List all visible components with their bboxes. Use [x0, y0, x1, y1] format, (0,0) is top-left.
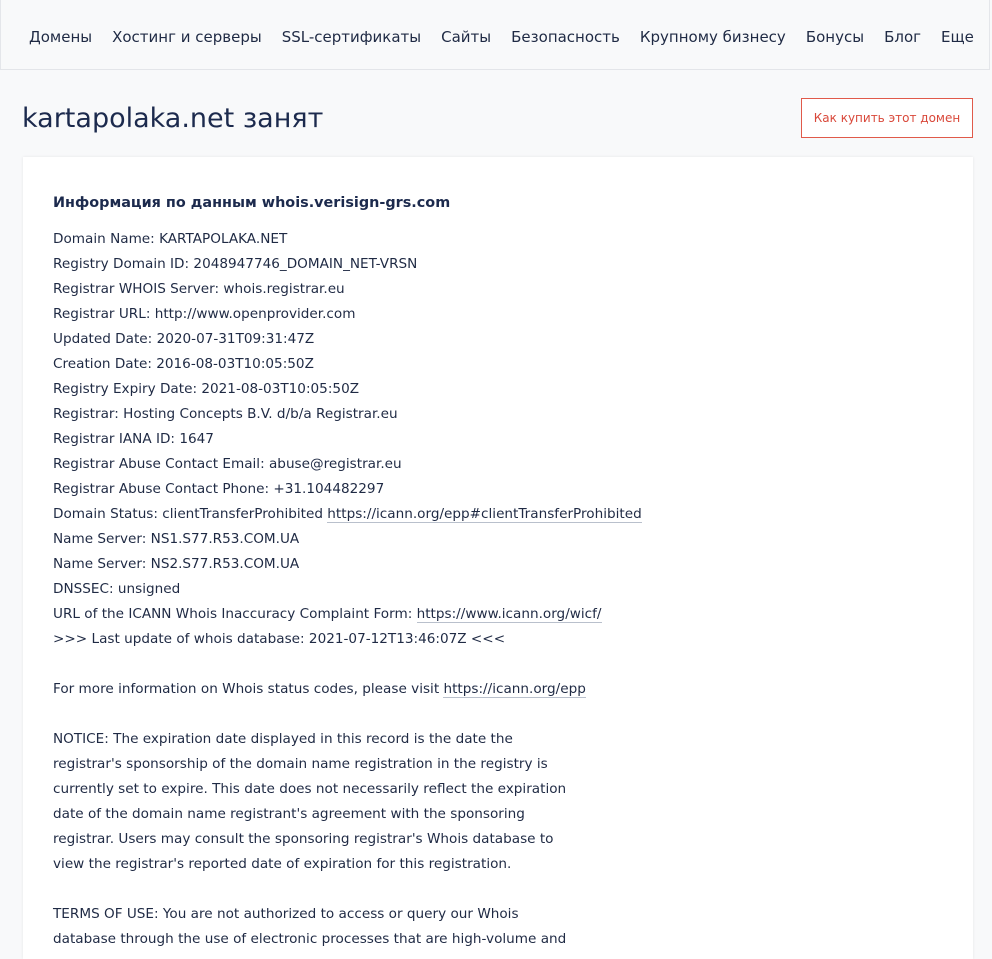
notice-line: NOTICE: The expiration date displayed in this record is the date the: [53, 731, 513, 747]
whois-line-last-update: >>> Last update of whois database: 2021-07-12T13:46:07Z <<<: [53, 631, 506, 647]
nav-item-ssl[interactable]: SSL-сертификаты: [281, 28, 422, 46]
whois-content: [53, 191, 933, 952]
whois-line-domain-status: [53, 502, 933, 527]
domain-status-link[interactable]: https://icann.org/epp#clientTransferProhibited: [327, 506, 642, 522]
spacer: [53, 877, 933, 902]
whois-line-expiry-date: Registry Expiry Date: 2021-08-03T10:05:50Z: [53, 381, 360, 397]
more-info-text: For more information on Whois status codes, please visit: [53, 681, 444, 697]
whois-line-name-server-2: Name Server: NS2.S77.R53.COM.UA: [53, 556, 300, 572]
whois-card: [23, 157, 973, 959]
whois-heading: Информация по данным whois.verisign-grs.com: [53, 195, 451, 211]
whois-line-name-server-1: Name Server: NS1.S77.R53.COM.UA: [53, 531, 300, 547]
nav-item-sites[interactable]: Сайты: [441, 28, 492, 46]
nav-item-more[interactable]: Еще: [941, 28, 974, 46]
domain-status-text: Domain Status: clientTransferProhibited: [53, 506, 328, 522]
whois-line-registry-domain-id: Registry Domain ID: 2048947746_DOMAIN_NET-VRSN: [53, 256, 418, 272]
whois-line-complaint-form: [53, 602, 933, 627]
terms-line: TERMS OF USE: You are not authorized to access or query our Whois: [53, 906, 519, 922]
nav-item-enterprise[interactable]: Крупному бизнесу: [639, 28, 786, 46]
complaint-form-link[interactable]: https://www.icann.org/wicf/: [416, 606, 602, 622]
terms-line: database through the use of electronic processes that are high-volume and: [53, 931, 567, 947]
spacer: [53, 702, 933, 727]
nav-item-blog[interactable]: Блог: [884, 28, 921, 46]
whois-line-iana-id: Registrar IANA ID: 1647: [53, 431, 214, 447]
whois-line-dnssec: DNSSEC: unsigned: [53, 581, 181, 597]
whois-line-abuse-email: Registrar Abuse Contact Email: abuse@registrar.eu: [53, 456, 402, 472]
spacer: [53, 652, 933, 677]
notice-line: currently set to expire. This date does not necessarily reflect the expiration: [53, 781, 567, 797]
whois-line-domain-name: Domain Name: KARTAPOLAKA.NET: [53, 231, 288, 247]
complaint-form-text: URL of the ICANN Whois Inaccuracy Complaint Form:: [53, 606, 417, 622]
whois-line-updated-date: Updated Date: 2020-07-31T09:31:47Z: [53, 331, 315, 347]
more-info-link[interactable]: https://icann.org/epp: [443, 681, 586, 697]
notice-line: view the registrar's reported date of expiration for this registration.: [53, 856, 512, 872]
page-title: kartapolaka.net занят: [22, 103, 324, 134]
whois-line-registrar-url: Registrar URL: http://www.openprovider.com: [53, 306, 356, 322]
notice-line: date of the domain name registrant's agreement with the sponsoring: [53, 806, 525, 822]
whois-line-registrar: Registrar: Hosting Concepts B.V. d/b/a Registrar.eu: [53, 406, 398, 422]
whois-line-registrar-whois-server: Registrar WHOIS Server: whois.registrar.eu: [53, 281, 345, 297]
top-navigation: [0, 0, 990, 70]
nav-item-hosting[interactable]: Хостинг и серверы: [112, 28, 262, 46]
whois-line-abuse-phone: Registrar Abuse Contact Phone: +31.104482297: [53, 481, 385, 497]
nav-item-domains[interactable]: Домены: [29, 28, 93, 46]
nav-item-security[interactable]: Безопасность: [511, 28, 620, 46]
nav-item-bonuses[interactable]: Бонусы: [805, 28, 865, 46]
notice-line: registrar. Users may consult the sponsoring registrar's Whois database to: [53, 831, 554, 847]
whois-line-creation-date: Creation Date: 2016-08-03T10:05:50Z: [53, 356, 314, 372]
nav-items: [29, 26, 992, 48]
notice-line: registrar's sponsorship of the domain name registration in the registry is: [53, 756, 548, 772]
whois-line-more-info: [53, 677, 933, 702]
buy-domain-button[interactable]: Как купить этот домен: [801, 98, 973, 138]
